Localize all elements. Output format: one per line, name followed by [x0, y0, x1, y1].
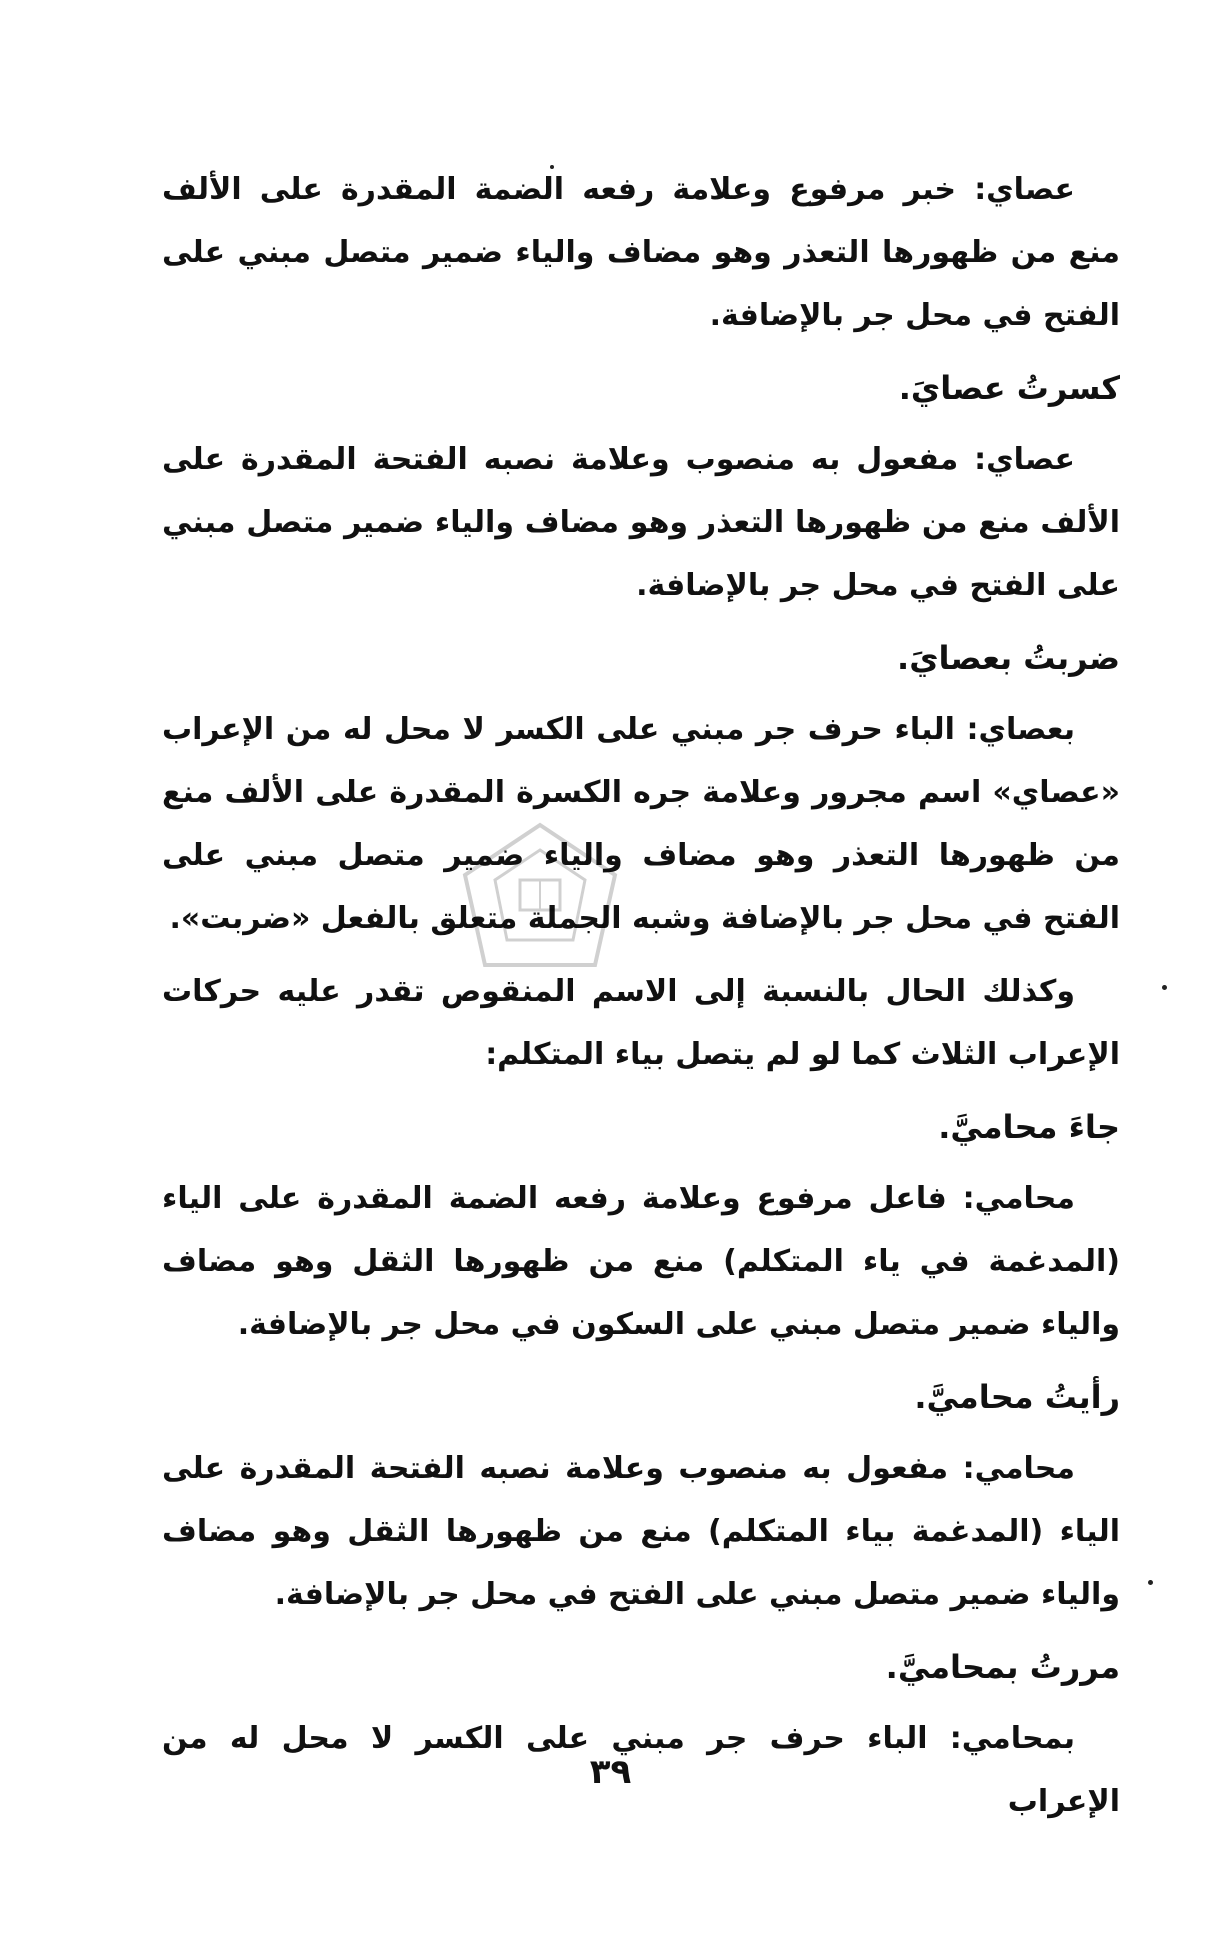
paragraph-7: بمحامي: الباء حرف جر مبني على الكسر لا محل له من الإعراب: [162, 1721, 1120, 1819]
paragraph-2: عصاي: مفعول به منصوب وعلامة نصبه الفتحة المقدرة على الألف منع من ظهورها التعذر وهو مضاف والياء ضمير متصل مبني على الفتح في محل جر بالإضافة.: [162, 442, 1120, 603]
scan-speck: [1162, 985, 1167, 990]
scan-speck: [1148, 1580, 1153, 1585]
example-heading-3: جاءَ محاميَّ.: [938, 1108, 1120, 1146]
example-heading-5: مررتُ بمحاميَّ.: [885, 1648, 1120, 1686]
watermark-logo: [455, 820, 625, 970]
example-heading-2: ضربتُ بعصايَ.: [897, 639, 1120, 677]
paragraph-1: عصاي: خبر مرفوع وعلامة رفعه الضمة المقدرة على الألف منع من ظهورها التعذر وهو مضاف والياء ضمير متصل مبني على الفتح في محل جر بالإضافة.: [162, 172, 1120, 333]
paragraph-4: وكذلك الحال بالنسبة إلى الاسم المنقوص تقدر عليه حركات الإعراب الثلاث كما لو لم يتصل بياء المتكلم:: [162, 974, 1120, 1072]
example-heading-4: رأيتُ محاميَّ.: [914, 1378, 1120, 1416]
page-number: ٣٩: [589, 1752, 632, 1792]
scan-speck: [550, 165, 554, 169]
example-heading-1: كسرتُ عصايَ.: [898, 369, 1120, 407]
paragraph-6: محامي: مفعول به منصوب وعلامة نصبه الفتحة المقدرة على الياء (المدغمة بياء المتكلم) منع من ظهورها الثقل وهو مضاف والياء ضمير متصل مبني على الفتح في محل جر بالإضافة.: [162, 1451, 1120, 1612]
paragraph-3: بعصاي: الباء حرف جر مبني على الكسر لا محل له من الإعراب «عصاي» اسم مجرور وعلامة جره الكسرة المقدرة على الألف منع من ظهورها التعذر وهو مضاف والياء ضمير متصل مبني على الفتح في محل جر بالإضافة وشبه الجملة متعلق بالفعل «ضربت».: [162, 712, 1120, 936]
paragraph-5: محامي: فاعل مرفوع وعلامة رفعه الضمة المقدرة على الياء (المدغمة في ياء المتكلم) منع من ظهورها الثقل وهو مضاف والياء ضمير متصل مبني على السكون في محل جر بالإضافة.: [162, 1181, 1120, 1342]
body-text: [162, 158, 1120, 1843]
